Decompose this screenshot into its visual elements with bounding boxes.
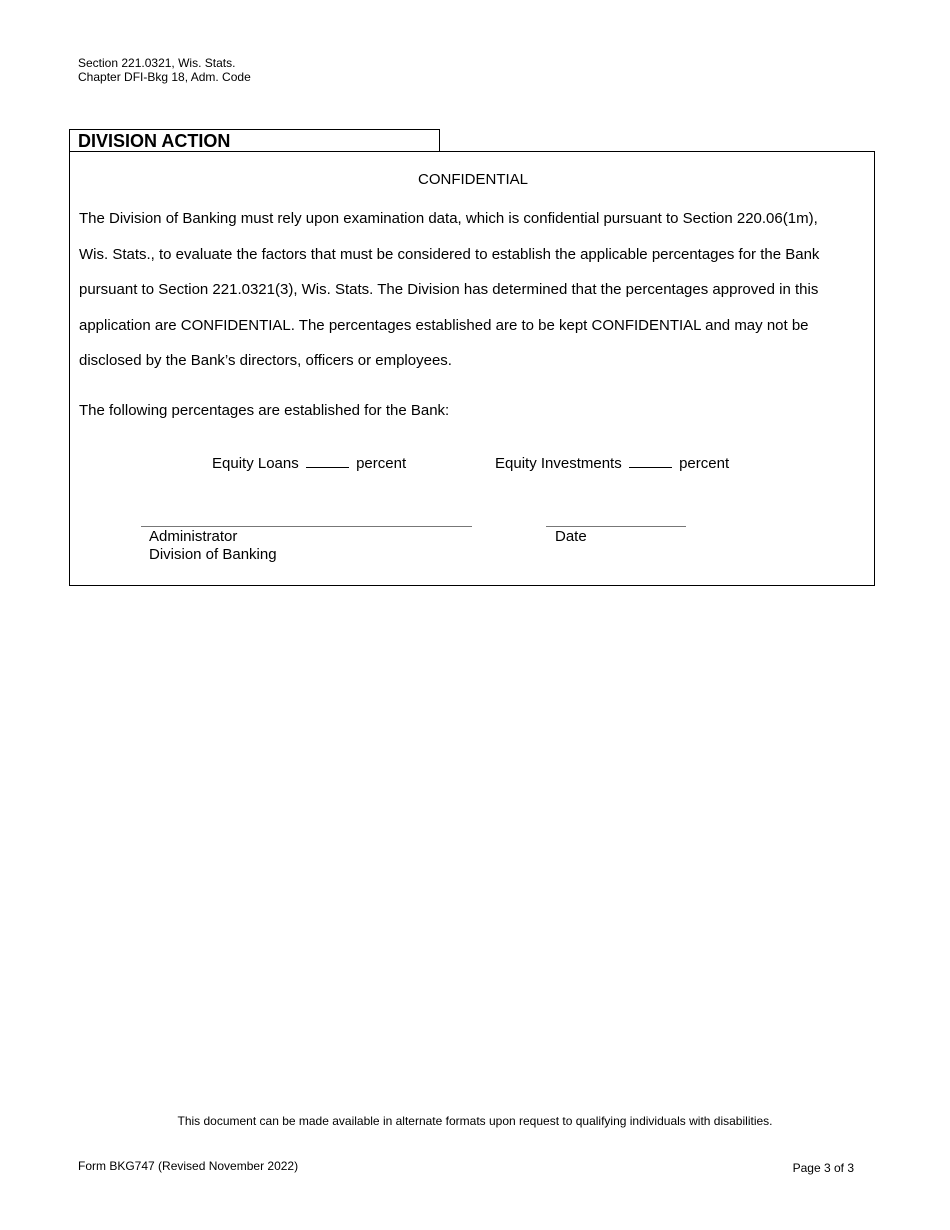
division-action-box [69,151,875,586]
confidential-heading: CONFIDENTIAL [417,171,528,188]
administrator-signature-line[interactable] [141,526,472,527]
paragraph-line: disclosed by the Bank’s directors, officers or employees. [79,352,452,370]
signer-title: Administrator [149,528,238,545]
form-identifier: Form BKG747 (Revised November 2022) [78,1159,299,1173]
page-number: Page 3 of 3 [792,1161,854,1175]
division-action-title-box [69,129,440,151]
confidentiality-paragraph [79,201,869,379]
equity-loans-label: Equity Loans [212,455,299,472]
equity-loans-unit: percent [356,455,407,472]
statute-reference [78,56,251,84]
paragraph-line: pursuant to Section 221.0321(3), Wis. Stats. The Division has determined that the percentages approved in this [79,281,819,299]
equity-investments-label: Equity Investments [495,455,622,472]
date-signature-line[interactable] [546,526,686,527]
date-label: Date [555,528,587,545]
statute-line-2: Chapter DFI-Bkg 18, Adm. Code [78,70,251,84]
equity-loans-field[interactable] [306,455,349,468]
equity-investments-row [495,455,729,472]
statute-line-1: Section 221.0321, Wis. Stats. [78,56,236,70]
paragraph-line: The Division of Banking must rely upon examination data, which is confidential pursuant to Section 220.06(1m), [79,210,818,227]
paragraph-line: application are CONFIDENTIAL. The percentages established are to be kept CONFIDENTIAL and may not be [79,316,809,334]
signer-org: Division of Banking [149,546,277,563]
division-action-title: DIVISION ACTION [78,131,231,151]
equity-investments-unit: percent [679,455,730,472]
equity-loans-row [212,455,406,472]
percentages-intro: The following percentages are established for the Bank: [79,402,450,419]
accessibility-note: This document can be made available in alternate formats upon request to qualifying individuals with disabilities. [177,1114,773,1128]
paragraph-line: Wis. Stats., to evaluate the factors that must be considered to establish the applicable percentages for the Bank [79,245,820,263]
administrator-signature-block [149,528,277,564]
equity-investments-field[interactable] [629,455,672,468]
